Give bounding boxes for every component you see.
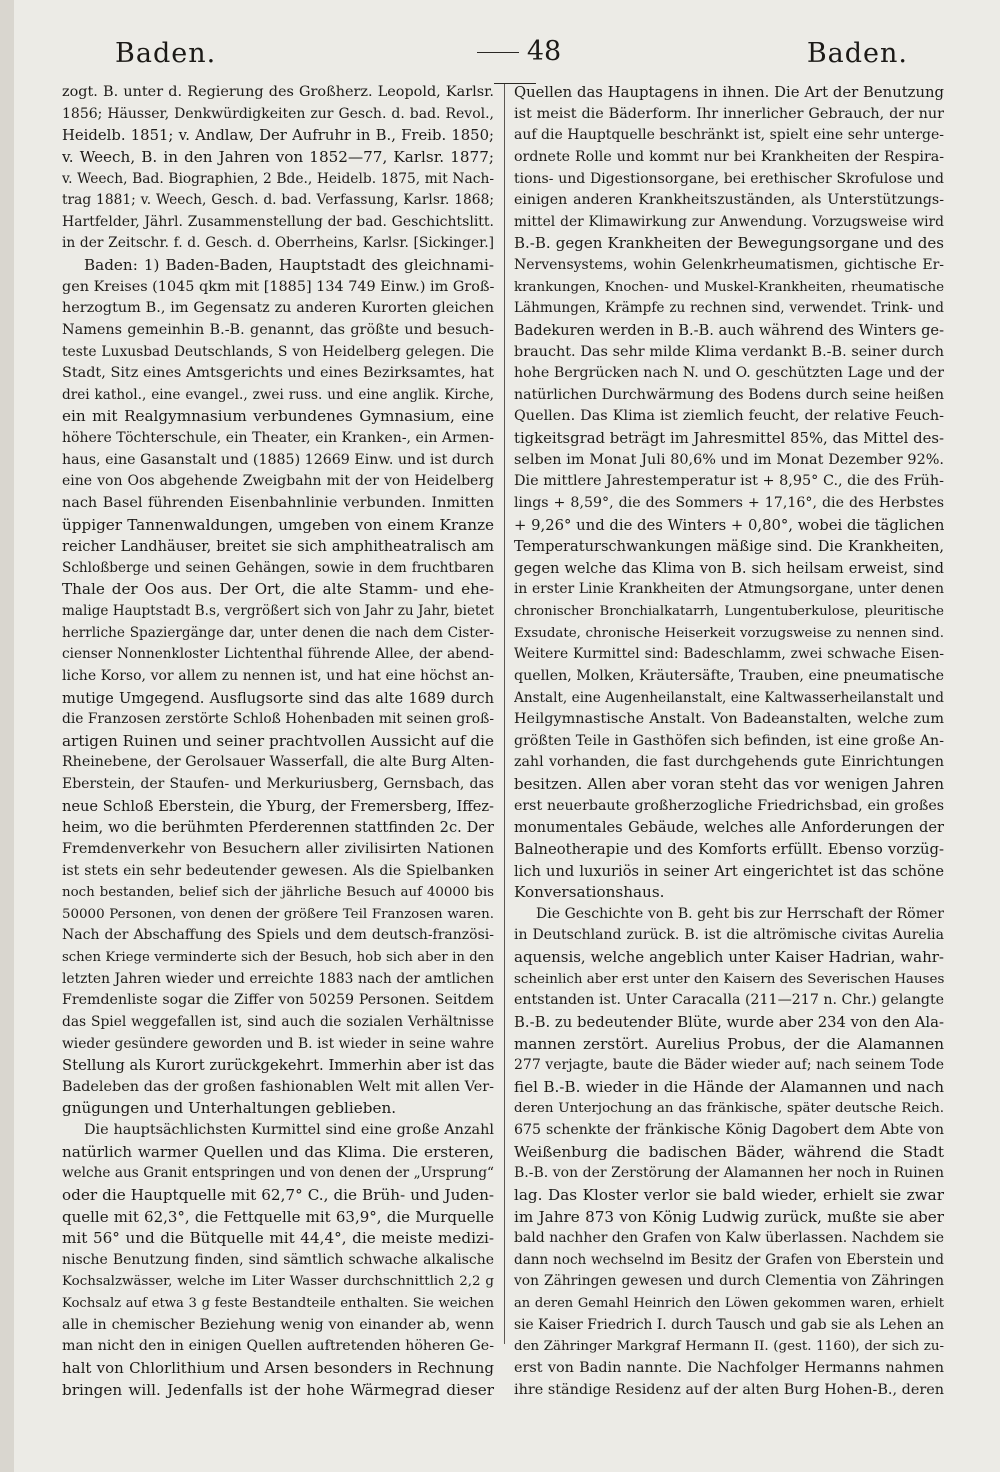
right-column-line: im Jahre 873 von König Ludwig zurück, mußte sie aber [514,1207,944,1226]
left-column-line: Schloßberge und seinen Gehängen, sowie in dem fruchtbaren [62,559,494,576]
right-column-line: tions- und Digestionsorgane, bei erethischer Skrofulose und [514,170,944,187]
left-column-line: noch bestanden, belief sich der jährliche Besuch auf 40000 bis [62,885,494,901]
left-column-line: reicher Landhäuser, breitet sie sich amphitheatralisch am [62,538,494,556]
left-column-line: Stellung als Kurort zurückgekehrt. Immerhin aber ist das [62,1057,494,1075]
right-column-line: den Zähringer Markgraf Hermann II. (gest. 1160), der sich zu- [514,1339,944,1355]
left-column-line: gnügungen und Unterhaltungen geblieben. [62,1099,397,1118]
right-column-line: ihre ständige Residenz auf der alten Burg Hohen-B., deren [514,1381,944,1398]
right-column-line: Quellen das Hauptagens in ihnen. Die Art der Benutzung [514,84,944,101]
left-column-line: herrliche Spaziergänge dar, unter denen die nach dem Cister- [62,624,494,641]
right-column-line: Anstalt, eine Augenheilanstalt, eine Kaltwasserheilanstalt und [514,689,944,706]
scan-edge [0,0,14,1472]
right-column-line: Exsudate, chronische Heiserkeit vorzugsweise zu nennen sind. [514,625,944,641]
left-column-line: neue Schloß Eberstein, die Yburg, der Fremersberg, Iffez- [62,797,494,815]
left-column-line: man nicht den in einigen Quellen auftretenden höheren Ge- [62,1338,494,1355]
left-column-line: Thale der Oos aus. Der Ort, die alte Stamm- und ehe- [62,580,494,599]
right-column-line: erst neuerbaute großherzogliche Friedrichsbad, ein großes [514,797,944,814]
left-column-line: natürlich warmer Quellen und das Klima. Die ersteren, [62,1142,494,1161]
right-column-line: Temperaturschwankungen mäßige sind. Die Krankheiten, [514,538,944,556]
left-column-line: Kochsalz auf etwa 3 g feste Bestandteile enthalten. Sie weichen [62,1296,494,1311]
left-column-line: 50000 Personen, von denen der größere Teil Franzosen waren. [62,906,494,922]
left-column-line: liche Korso, vor allem zu nennen ist, und hat eine höchst an- [62,667,494,684]
right-column-line: tigkeitsgrad beträgt im Jahresmittel 85%, das Mittel des- [514,430,944,447]
right-column [514,82,944,1401]
right-column-line: gegen welche das Klima von B. sich heilsam erweist, sind [514,559,944,577]
left-column-line: Heidelb. 1851; v. Andlaw, Der Aufruhr in B., Freib. 1850; [62,127,494,145]
left-column-line: Eberstein, der Staufen- und Merkuriusberg, Gernsbach, das [62,776,494,792]
right-column-line: natürlichen Durchwärmung des Bodens durch seine heißen [514,386,944,403]
left-column-line: Kochsalzwässer, welche im Liter Wasser durchschnittlich 2,2 g [62,1274,494,1290]
left-column-line: trag 1881; v. Weech, Gesch. d. bad. Verfassung, Karlsr. 1868; [62,192,494,209]
right-column-line: chronischer Bronchialkatarrh, Lungentuberkulose, pleuritische [514,604,944,619]
page-number-text: 48 [526,36,562,67]
left-column-line: bringen will. Jedenfalls ist der hohe Wärmegrad dieser [62,1380,494,1399]
left-column-line: Baden: 1) Baden-Baden, Hauptstadt des gleichnami- [84,256,494,274]
right-column-line: Badekuren werden in B.-B. auch während des Winters ge- [514,321,944,339]
right-column-line: auf die Hauptquelle beschränkt ist, spielt eine sehr unterge- [514,127,944,144]
right-column-line: krankungen, Knochen- und Muskel-Krankheiten, rheumatische [514,279,944,295]
left-column-line: mit 56° und die Bütquelle mit 44,4°, die meiste medizi- [62,1229,494,1248]
left-column-line: teste Luxusbad Deutschlands, S von Heidelberg gelegen. Die [62,343,494,360]
right-column-line: erst von Badin nannte. Die Nachfolger Hermanns nahmen [514,1359,944,1376]
left-column-line: cienser Nonnenkloster Lichtenthal führende Allee, der abend- [62,646,494,663]
left-column-line: Rheinebene, der Gerolsauer Wasserfall, die alte Burg Alten- [62,754,494,771]
left-column-line: Fremdenverkehr von Besuchern aller zivilisirten Nationen [62,840,494,857]
left-column-line: üppiger Tannenwaldungen, umgeben von einem Kranze [62,515,494,534]
left-column-line: quelle mit 62,3°, die Fettquelle mit 63,9°, die Murquelle [62,1207,494,1226]
left-column-line: eine von Oos abgehende Zweigbahn mit der von Heidelberg [62,473,494,490]
left-column-line: mutige Umgegend. Ausflugsorte sind das alte 1689 durch [62,689,494,707]
right-column-line: lag. Das Kloster verlor sie bald wieder, erhielt sie zwar [514,1185,944,1204]
left-column-line: malige Hauptstadt B.s, vergrößert sich von Jahr zu Jahr, bietet [62,603,494,619]
right-column-line: lich und luxuriös in seiner Art eingerichtet ist das schöne [514,862,944,880]
right-column-line: quellen, Molken, Kräutersäfte, Trauben, eine pneumatische [514,667,944,684]
left-column-line: in der Zeitschr. f. d. Gesch. d. Oberrheins, Karlsr. [Sickinger.] [62,235,494,252]
right-column-line: in erster Linie Krankheiten der Atmungsorgane, unter denen [514,581,944,598]
right-column-line: B.-B. gegen Krankheiten der Bewegungsorgane und des [514,234,944,253]
left-column-line: heim, wo die berühmten Pferderennen stattfinden 2c. Der [62,819,494,837]
left-column-line: nische Benutzung finden, sind sämtlich schwache alkalische [62,1251,494,1268]
left-column-line: artigen Ruinen und seiner prachtvollen Aussicht auf die [62,731,494,750]
left-column-line: Stadt, Sitz eines Amtsgerichts und eines Bezirksamtes, hat [62,365,494,382]
left-column-line: 1856; Häusser, Denkwürdigkeiten zur Gesch. d. bad. Revol., [62,105,494,122]
right-column-line: sie Kaiser Friedrich I. durch Tausch und gab sie als Lehen an [514,1316,944,1333]
right-column-line: aquensis, welche angeblich unter Kaiser Hadrian, wahr- [514,948,944,966]
right-column-line: Die Geschichte von B. geht bis zur Herrschaft der Römer [536,905,944,922]
right-column-line: dann noch wechselnd im Besitz der Grafen von Eberstein und [514,1251,944,1268]
right-column-line: scheinlich aber erst unter den Kaisern des Severischen Hauses [514,971,944,987]
header-right-title: Baden. [806,38,908,69]
right-column-line: B.-B. zu bedeutender Blüte, wurde aber 234 von den Ala- [514,1013,944,1031]
right-column-line: fiel B.-B. wieder in die Hände der Alamannen und nach [514,1077,944,1096]
right-column-line: mittel der Klimawirkung zur Anwendung. Vorzugsweise wird [514,213,944,230]
right-column-line: Die mittlere Jahrestemperatur ist + 8,95° C., die des Früh- [514,473,944,490]
left-column-line: Nach der Abschaffung des Spiels und dem deutsch-französi- [62,927,494,944]
left-column-line: nach Basel führenden Eisenbahnlinie verbunden. Inmitten [62,494,494,511]
left-column-line: halt von Chlorlithium und Arsen besonders in Rechnung [62,1358,494,1377]
left-column-line: drei kathol., eine evangel., zwei russ. und eine anglik. Kirche, [62,386,494,403]
left-column-line: oder die Hauptquelle mit 62,7° C., die Brüh- und Juden- [62,1185,494,1204]
right-column-line: größten Teile in Gasthöfen sich befinden, ist eine große An- [514,732,944,749]
right-column-line: Nervensystems, wohin Gelenkrheumatismen, gichtische Er- [514,257,944,273]
right-column-line: von Zähringen gewesen und durch Clementia von Zähringen [514,1273,944,1290]
right-column-line: Quellen. Das Klima ist ziemlich feucht, der relative Feuch- [514,408,944,425]
right-column-line: monumentales Gebäude, welches alle Anforderungen der [514,819,944,837]
left-column-line: das Spiel weggefallen ist, sind auch die sozialen Verhältnisse [62,1013,494,1030]
left-column-line: welche aus Granit entspringen und von denen der „Ursprung“ [62,1165,494,1182]
right-column-line: deren Unterjochung an das fränkische, später deutsche Reich. [514,1101,944,1117]
header-rule-left [477,52,519,53]
header-left-title: Baden. [115,38,217,69]
right-column-line: bald nachher den Grafen von Kalw überlassen. Nachdem sie [514,1230,944,1247]
right-column-line: besitzen. Allen aber voran steht das vor wenigen Jahren [514,775,944,793]
right-column-line: ist meist die Bäderform. Ihr innerlicher Gebrauch, der nur [514,105,944,122]
left-column-line: schen Kriege verminderte sich der Besuch, hob sich aber in den [62,950,494,965]
left-column-line: Badeleben das der großen fashionablen Welt mit allen Ver- [62,1078,494,1095]
right-column-line: entstanden ist. Unter Caracalla (211—217 n. Chr.) gelangte [514,992,944,1009]
left-column-line: ist stets ein sehr bedeutender gewesen. Als die Spielbanken [62,862,494,879]
right-column-line: B.-B. von der Zerstörung der Alamannen her noch in Ruinen [514,1165,944,1182]
left-column-line: v. Weech, Bad. Biographien, 2 Bde., Heidelb. 1875, mit Nach- [62,170,494,187]
left-column-line: Namens gemeinhin B.-B. genannt, das größte und besuch- [62,321,494,338]
left-column-line: Hartfelder, Jährl. Zusammenstellung der bad. Geschichtslitt. [62,213,494,230]
right-column-line: braucht. Das sehr milde Klima verdankt B.-B. seiner durch [514,343,944,360]
left-column-line: die Franzosen zerstörte Schloß Hohenbaden mit seinen groß- [62,711,494,728]
right-column-line: selben im Monat Juli 80,6% und im Monat Dezember 92%. [514,451,944,468]
right-column-line: 675 schenkte der fränkische König Dagobert dem Abte von [514,1122,944,1138]
left-column [62,82,494,1401]
right-column-line: mannen zerstört. Aurelius Probus, der die Alamannen [514,1034,944,1053]
left-column-line: alle in chemischer Beziehung wenig von einander ab, wenn [62,1316,494,1333]
left-column-line: gen Kreises (1045 qkm mit [1885] 134 749 Einw.) im Groß- [62,278,494,295]
right-column-line: hohe Bergrücken nach N. und O. geschützten Lage und der [514,365,944,382]
right-column-line: Weißenburg die badischen Bäder, während die Stadt [514,1142,944,1161]
right-column-line: Konversationshaus. [514,883,665,902]
left-column-line: haus, eine Gasanstalt und (1885) 12669 Einw. und ist durch [62,451,494,468]
right-column-line: lings + 8,59°, die des Sommers + 17,16°, die des Herbstes [514,494,944,511]
left-column-line: wieder gesündere geworden und B. ist wieder in seine wahre [62,1035,494,1052]
right-column-line: an deren Gemahl Heinrich den Löwen gekommen waren, erhielt [514,1296,944,1311]
right-column-line: zahl vorhanden, die fast durchgehends gute Einrichtungen [514,754,944,771]
right-column-line: Heilgymnastische Anstalt. Von Badeanstalten, welche zum [514,711,944,728]
left-column-line: ein mit Realgymnasium verbundenes Gymnasium, eine [62,407,494,426]
right-column-line: in Deutschland zurück. B. ist die altrömische civitas Aurelia [514,927,944,944]
left-column-line: herzogtum B., im Gegensatz zu anderen Kurorten gleichen [62,300,494,317]
right-column-line: 277 verjagte, baute die Bäder wieder auf; nach seinem Tode [514,1057,944,1074]
left-column-line: letzten Jahren wieder und erreichte 1883 nach der amtlichen [62,970,494,987]
left-column-line: Fremdenliste sogar die Ziffer von 50259 Personen. Seitdem [62,992,494,1009]
right-column-line: Lähmungen, Krämpfe zu rechnen sind, verwendet. Trink- und [514,300,944,317]
left-column-line: v. Weech, B. in den Jahren von 1852—77, Karlsr. 1877; [62,147,494,166]
left-column-line: zogt. B. unter d. Regierung des Großherz. Leopold, Karlsr. [62,84,494,100]
right-column-line: Weitere Kurmittel sind: Badeschlamm, zwei schwache Eisen- [514,646,944,663]
right-column-line: Balneotherapie und des Komforts erfüllt. Ebenso vorzüg- [514,840,944,858]
running-head [0,30,1000,80]
left-column-line: höhere Töchterschule, ein Theater, ein Kranken-, ein Armen- [62,430,494,446]
column-divider [504,84,505,1344]
right-column-line: ordnete Rolle und kommt nur bei Krankheiten der Respira- [514,148,944,165]
left-column-line: Die hauptsächlichsten Kurmittel sind eine große Anzahl [84,1122,494,1138]
right-column-line: einigen anderen Krankheitszuständen, als Unterstützungs- [514,192,944,209]
right-column-line: + 9,26° und die des Winters + 0,80°, wobei die täglichen [514,516,944,534]
